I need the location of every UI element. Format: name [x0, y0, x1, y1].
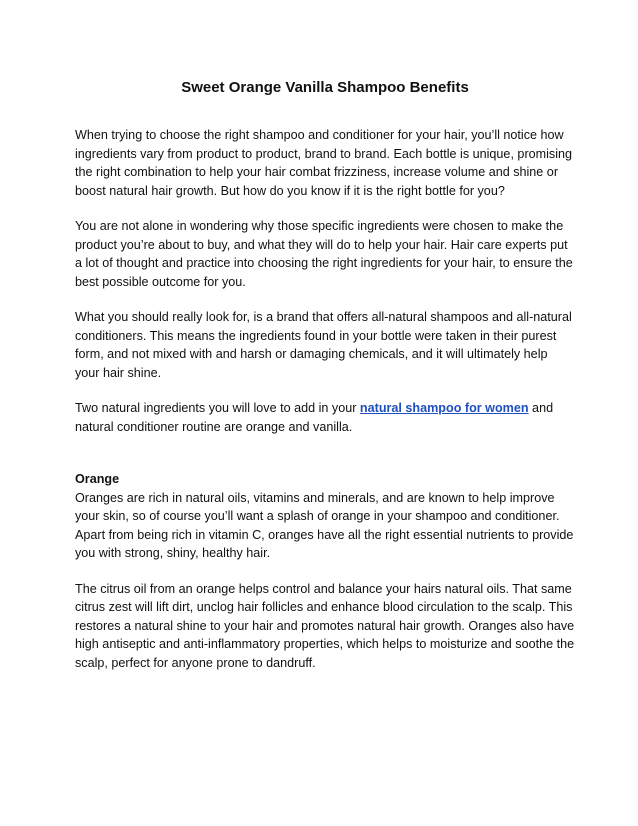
orange-section [75, 470, 575, 672]
natural-shampoo-link[interactable]: natural shampoo for women [359, 401, 529, 415]
document-page [75, 78, 575, 689]
orange-heading: Orange [75, 472, 120, 486]
link-paragraph-before: Two natural ingredients you will love to add in your [75, 401, 360, 415]
document-title: Sweet Orange Vanilla Shampoo Benefits [181, 79, 469, 96]
intro-paragraph: When trying to choose the right shampoo and conditioner for your hair, you’ll notice how ingredients vary from product to product, brand to brand. Each bottle is unique, promising the right combination to help your hair combat frizziness, increase volume and shine or boost natural hair growth. But how do you know if it is the right bottle for you? [75, 128, 573, 198]
orange-paragraph-1: Oranges are rich in natural oils, vitamins and minerals, and are known to help improve your skin, so of course you’ll want a splash of orange in your shampoo and conditioner. Apart from being rich in vitamin C, oranges have all the right essential nutrients to provide you with strong, shiny, healthy hair. [75, 490, 574, 560]
natural-ingredients-paragraph [75, 399, 575, 436]
ingredients-paragraph: You are not alone in wondering why those specific ingredients were chosen to make the product you’re about to buy, and what they will do to help your hair. Hair care experts put a lot of thought and practice into choosing the right ingredients for your hair, to ensure the best possible outcome for you. [75, 219, 573, 289]
link-paragraph-after: and natural conditioner routine are orange and vanilla. [75, 401, 554, 434]
orange-paragraph-2: The citrus oil from an orange helps control and balance your hairs natural oils. That same citrus zest will lift dirt, unclog hair follicles and enhance blood circulation to the scalp. This restores a natural shine to your hair and promotes natural hair growth. Oranges also have high antiseptic and anti-inflammatory properties, which helps to moisturize and soothe the scalp, perfect for anyone prone to dandruff. [75, 581, 575, 670]
all-natural-paragraph: What you should really look for, is a brand that offers all-natural shampoos and all-natural conditioners. This means the ingredients found in your bottle were taken in their purest form, and not mixed with and harsh or damaging chemicals, and it will ultimately help your hair shine. [75, 310, 572, 380]
